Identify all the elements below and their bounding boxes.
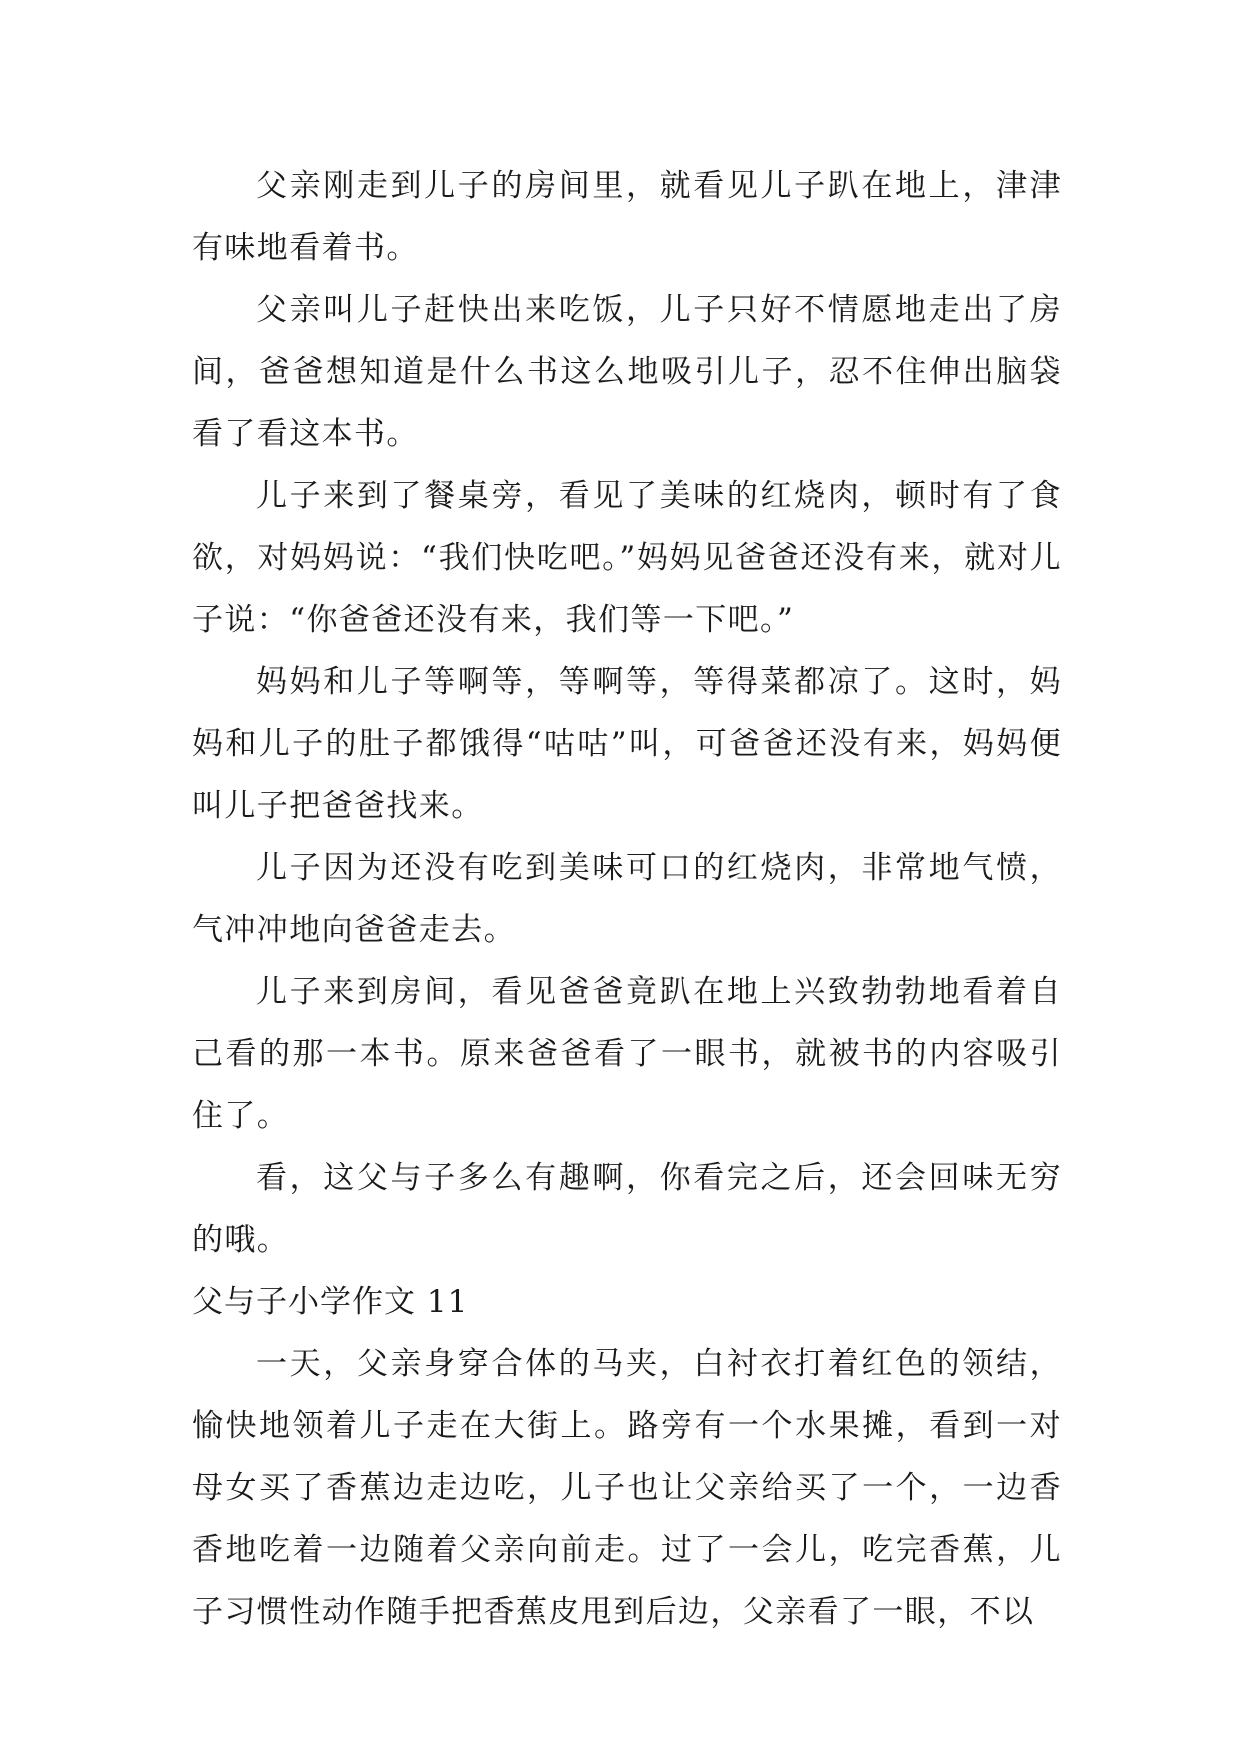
- paragraph: 儿子来到房间，看见爸爸竟趴在地上兴致勃勃地看着自己看的那一本书。原来爸爸看了一眼书，就被书的内容吸引住了。: [192, 974, 1062, 1134]
- section-title: 父与子小学作文 11: [192, 1284, 469, 1320]
- paragraph: 看，这父与子多么有趣啊，你看完之后，还会回味无穷的哦。: [192, 1160, 1062, 1258]
- paragraph: 妈妈和儿子等啊等，等啊等，等得菜都凉了。这时，妈妈和儿子的肚子都饿得“咕咕”叫，可爸爸还没有来，妈妈便叫儿子把爸爸找来。: [192, 664, 1062, 824]
- paragraph: 儿子因为还没有吃到美味可口的红烧肉，非常地气愤，气冲冲地向爸爸走去。: [192, 850, 1062, 948]
- paragraph: 一天，父亲身穿合体的马夹，白衬衣打着红色的领结，愉快地领着儿子走在大街上。路旁有一个水果摊，看到一对母女买了香蕉边走边吃，儿子也让父亲给买了一个，一边香香地吃着一边随着父亲向前走。过了一会儿，吃完香蕉，儿子习惯性动作随手把香蕉皮甩到后边，父亲看了一眼，不以: [192, 1346, 1062, 1630]
- paragraph: 父亲刚走到儿子的房间里，就看见儿子趴在地上，津津有味地看着书。: [192, 168, 1062, 266]
- paragraph: 父亲叫儿子赶快出来吃饭，儿子只好不情愿地走出了房间，爸爸想知道是什么书这么地吸引儿子，忍不住伸出脑袋看了看这本书。: [192, 292, 1062, 452]
- paragraph: 儿子来到了餐桌旁，看见了美味的红烧肉，顿时有了食欲，对妈妈说：“我们快吃吧。”妈妈见爸爸还没有来，就对儿子说：“你爸爸还没有来，我们等一下吧。”: [192, 478, 1062, 638]
- document-body: [192, 155, 1062, 1643]
